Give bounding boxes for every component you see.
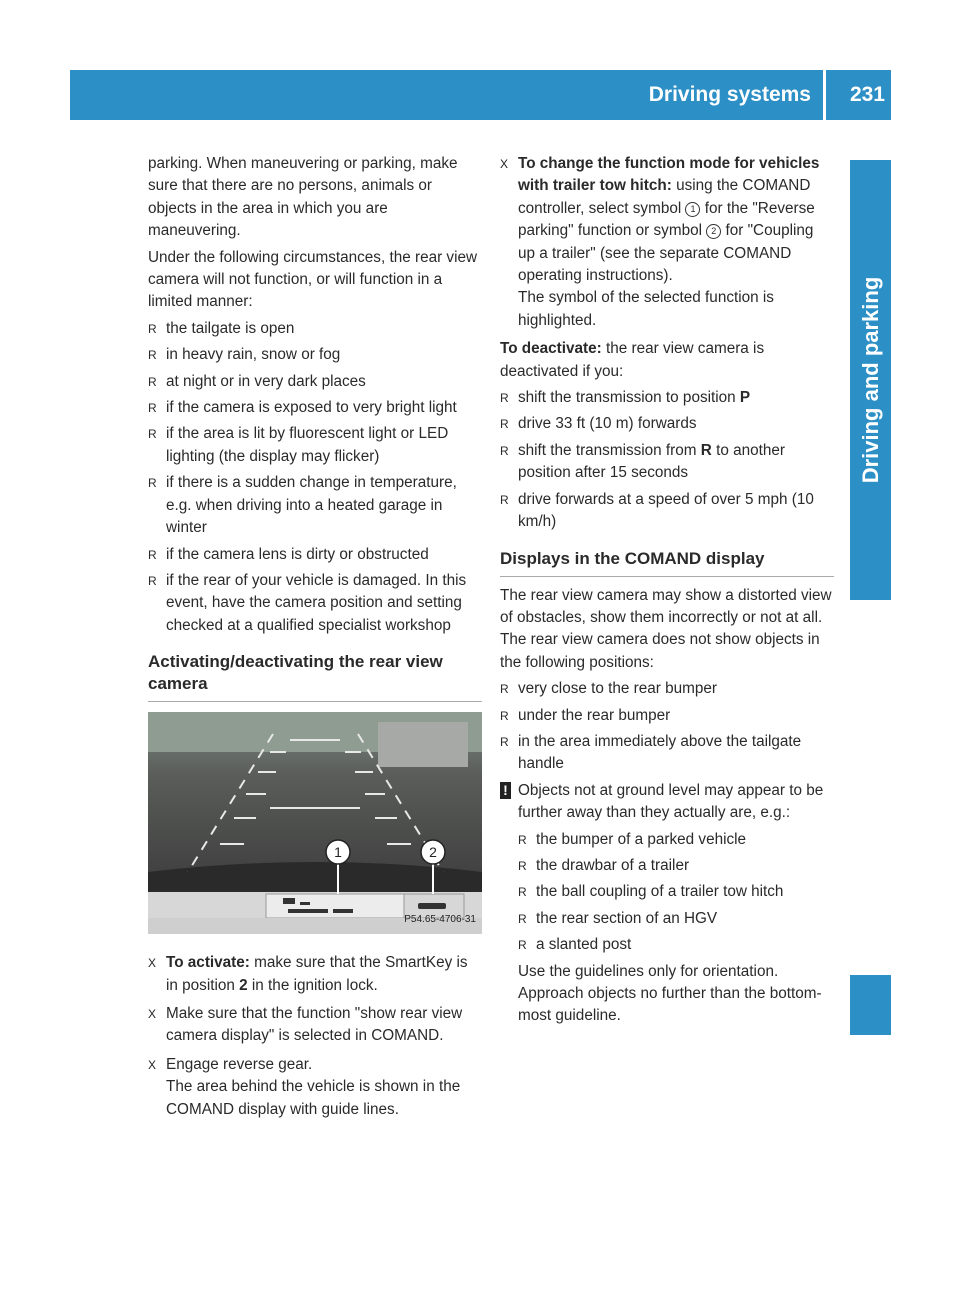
chapter-marker bbox=[850, 975, 891, 1035]
list-item: R if there is a sudden change in temperature, e.g. when driving into a heated garage in winter bbox=[148, 474, 457, 537]
list-item: R a slanted post bbox=[518, 936, 632, 954]
instruction-step: X Engage reverse gear. The area behind the vehicle is shown in the COMAND display with guide lines. bbox=[148, 1055, 461, 1118]
warning-icon: ! bbox=[500, 782, 511, 799]
list-item: R the tailgate is open bbox=[148, 319, 295, 337]
left-column bbox=[148, 153, 482, 1127]
list-item: R the drawbar of a trailer bbox=[518, 856, 690, 874]
warning-note: ! Objects not at ground level may appear to be further away than they actually are, e.g.: bbox=[500, 780, 834, 825]
callout-1: 1 bbox=[334, 844, 342, 861]
list-item: R if the rear of your vehicle is damaged. In this event, have the camera position and setting checked at a qualified specialist workshop bbox=[148, 571, 467, 634]
circumstances-paragraph: Under the following circumstances, the rear view camera will not function, or will function in a limited manner: bbox=[148, 248, 478, 311]
list-item: R very close to the rear bumper bbox=[500, 680, 717, 698]
list-item: R in heavy rain, snow or fog bbox=[148, 346, 341, 364]
list-item: R drive 33 ft (10 m) forwards bbox=[500, 415, 697, 433]
section-heading: Displays in the COMAND display bbox=[500, 548, 834, 577]
list-item: R at night or in very dark places bbox=[148, 372, 366, 390]
list-item: R the rear section of an HGV bbox=[518, 909, 718, 927]
chapter-tab-label: Driving and parking bbox=[857, 276, 883, 484]
step-arrow-icon: X bbox=[148, 1006, 157, 1021]
list-item: R if the area is lit by fluorescent light or LED lighting (the display may flicker) bbox=[148, 425, 449, 465]
image-code: P54.65-4706-31 bbox=[404, 913, 476, 925]
list-item: R if the camera is exposed to very bright light bbox=[148, 399, 457, 417]
chapter-tab bbox=[850, 160, 891, 600]
right-column bbox=[500, 153, 834, 1032]
list-item: R the ball coupling of a trailer tow hitch bbox=[518, 883, 784, 901]
list-item: R if the camera lens is dirty or obstructed bbox=[148, 545, 429, 563]
symbol-1-icon: 1 bbox=[685, 202, 700, 217]
symbol-2-icon: 2 bbox=[706, 224, 721, 239]
instruction-step: X Make sure that the function "show rear view camera display" is selected in COMAND. bbox=[148, 1004, 463, 1045]
step-arrow-icon: X bbox=[148, 956, 157, 971]
list-item: R shift the transmission from R to another position after 15 seconds bbox=[500, 441, 785, 482]
closing-paragraph: Use the guidelines only for orientation. Approach objects no further than the bottom-most guideline. bbox=[518, 962, 822, 1025]
instruction-step: X To activate: make sure that the SmartKey is in position 2 in the ignition lock. bbox=[148, 954, 468, 994]
instruction-step: X To change the function mode for vehicles with trailer tow hitch: using the COMAND controller, select symbol 1 for the "Reverse parking" function or symbol 2 for "Coupling up a trailer" (see the separate COMAND operating instructions). The symbol of the selected function is highlighted. bbox=[500, 155, 820, 329]
list-item: R the bumper of a parked vehicle bbox=[518, 830, 747, 848]
list-item: R drive forwards at a speed of over 5 mph (10 km/h) bbox=[500, 490, 814, 531]
list-item: R in the area immediately above the tailgate handle bbox=[500, 732, 802, 773]
step-arrow-icon: X bbox=[148, 1057, 157, 1072]
display-paragraph: The rear view camera may show a distorted view of obstacles, show them incorrectly or not at all. The rear view camera does not show objects in the following positions: bbox=[500, 586, 832, 671]
page-header bbox=[70, 70, 891, 120]
section-title: Driving systems bbox=[648, 83, 811, 106]
header-separator bbox=[823, 70, 826, 120]
step-arrow-icon: X bbox=[500, 157, 509, 171]
page-number: 231 bbox=[849, 83, 885, 106]
list-item: R shift the transmission to position P bbox=[500, 389, 751, 407]
section-heading: Activating/deactivating the rear view camera bbox=[148, 651, 482, 702]
rear-camera-image bbox=[148, 712, 482, 934]
callout-2: 2 bbox=[429, 844, 437, 861]
list-item: R under the rear bumper bbox=[500, 706, 671, 724]
deactivate-paragraph: To deactivate: the rear view camera is deactivated if you: bbox=[500, 340, 765, 380]
intro-paragraph: parking. When maneuvering or parking, make sure that there are no persons, animals or objects in the area in which you are maneuvering. bbox=[148, 155, 458, 240]
